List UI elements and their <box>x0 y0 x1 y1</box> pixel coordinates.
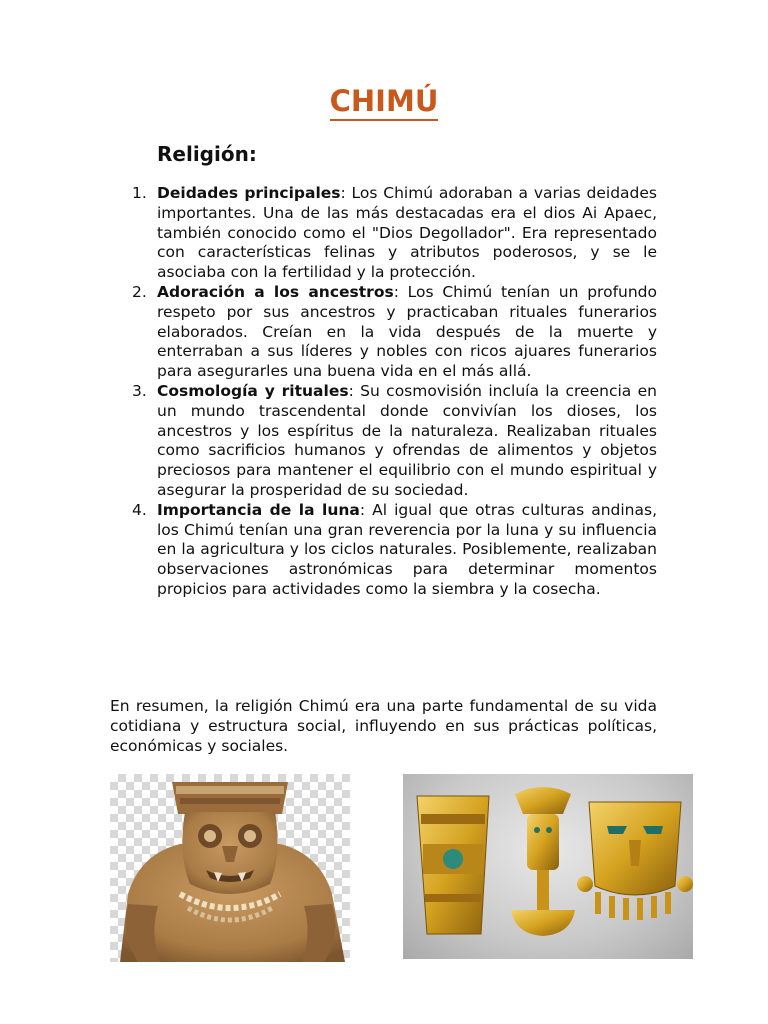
list-item-number: 4. <box>132 500 147 519</box>
list-item-text: : Su cosmovisión incluía la creencia en un mundo trascendental donde convivían los dioses, los ancestros y los espíritus de la naturaleza. Realizaban rituales como sacrificios humanos y ofrendas de alimentos y objetos preciosos para mantener el equilibrio con el mundo espiritual y asegurar la prosperidad de su sociedad. <box>157 381 657 499</box>
religion-list <box>132 184 657 600</box>
list-item-number: 1. <box>132 184 147 202</box>
list-item-number: 3. <box>132 381 147 400</box>
list-item <box>132 500 657 600</box>
list-item-text: : Al igual que otras culturas andinas, los Chimú tenían una gran reverencia por la luna y su influencia en la agricultura y los ciclos naturales. Posiblemente, realizaban observaciones astronómicas para determinar momentos propicios para actividades como la siembra y la cosecha. <box>157 500 657 598</box>
list-item-term: Importancia de la luna <box>157 500 360 519</box>
list-item <box>132 381 657 501</box>
list-item-number: 2. <box>132 282 147 301</box>
gold-artifacts-illustration <box>403 774 693 959</box>
list-item <box>132 184 657 283</box>
list-item-term: Adoración a los ancestros <box>157 282 394 301</box>
ai-apaec-statue-illustration <box>110 774 350 962</box>
gold-artifacts-image <box>403 774 693 959</box>
list-item-term: Cosmología y rituales <box>157 381 349 400</box>
list-item-term: Deidades principales <box>157 184 341 202</box>
summary-paragraph: En resumen, la religión Chimú era una parte fundamental de su vida cotidiana y estructura social, influyendo en sus prácticas políticas, económicas y sociales. <box>110 697 657 755</box>
page-title-text: CHIMÚ <box>330 84 439 121</box>
section-heading: Religión: <box>157 142 257 166</box>
list-item-text: : Los Chimú tenían un profundo respeto por sus ancestros y practicaban rituales funerarios elaborados. Creían en la vida después de la muerte y enterraban a sus líderes y nobles con ricos ajuares funerarios para asegurarles una buena vida en el más allá. <box>157 282 657 381</box>
ai-apaec-statue-image <box>110 774 350 962</box>
list-item <box>132 282 657 382</box>
list-item-text: : Los Chimú adoraban a varias deidades importantes. Una de las más destacadas era el dios Ai Apaec, también conocido como el "Dios Degollador". Era representado con características felinas y atributos poderosos, y se le asociaba con la fertilidad y la protección. <box>157 184 657 282</box>
page-title <box>0 84 768 118</box>
